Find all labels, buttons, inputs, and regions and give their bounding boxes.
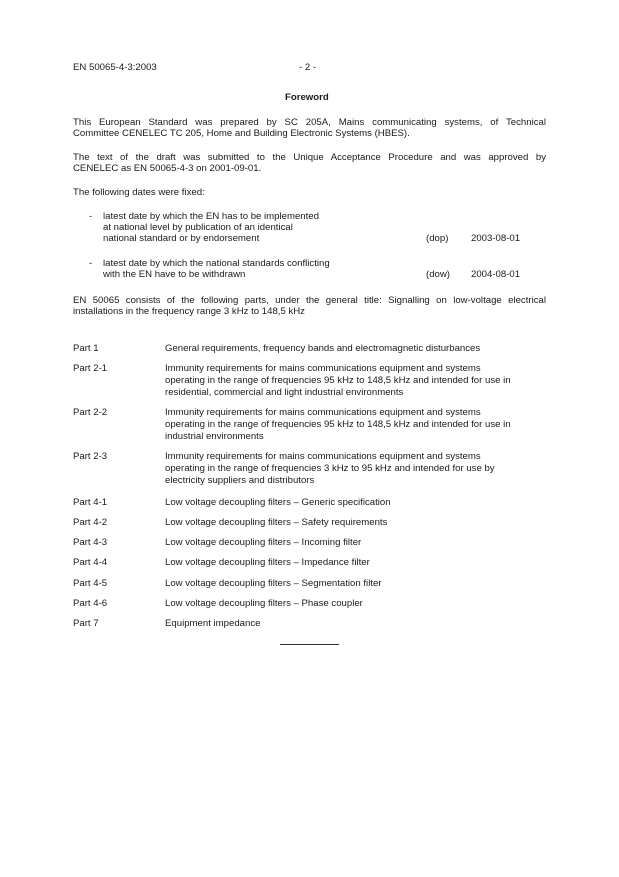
paragraph-line: Committee CENELEC TC 205, Home and Building Electronic Systems (HBES). xyxy=(73,128,410,139)
date-description-line: at national level by publication of an identical xyxy=(103,222,293,233)
part-title-line: Low voltage decoupling filters – Generic specification xyxy=(165,497,391,508)
part-title-line: Immunity requirements for mains communications equipment and systems xyxy=(165,451,481,462)
date-description-line: national standard or by endorsement xyxy=(103,233,260,244)
part-number: Part 4-1 xyxy=(73,497,108,508)
part-title-line: Low voltage decoupling filters – Impedance filter xyxy=(165,557,370,568)
part-title-line: industrial environments xyxy=(165,431,264,442)
part-title-line: Immunity requirements for mains communications equipment and systems xyxy=(165,363,481,374)
section-title: Foreword xyxy=(285,92,329,103)
paragraph-dates-intro: The following dates were fixed: xyxy=(73,187,205,198)
paragraph-line: CENELEC as EN 50065-4-3 on 2001-09-01. xyxy=(73,163,262,174)
part-number: Part 4-5 xyxy=(73,578,108,589)
part-title-line: Low voltage decoupling filters – Segmentation filter xyxy=(165,578,382,589)
paragraph-line: The text of the draft was submitted to the Unique Acceptance Procedure and was approved by xyxy=(73,152,546,163)
date-code: (dow) xyxy=(426,269,450,280)
list-dash: - xyxy=(89,258,93,269)
end-of-section-rule xyxy=(280,644,339,645)
part-title-line: Equipment impedance xyxy=(165,618,261,629)
page-number: - 2 - xyxy=(299,62,317,73)
part-number: Part 2-3 xyxy=(73,451,108,462)
part-title-line: residential, commercial and light industrial environments xyxy=(165,387,404,398)
part-number: Part 4-6 xyxy=(73,598,108,609)
part-title-line: electricity suppliers and distributors xyxy=(165,475,315,486)
paragraph-line: installations in the frequency range 3 kHz to 148,5 kHz xyxy=(73,306,305,317)
paragraph-line: This European Standard was prepared by SC 205A, Mains communicating systems, of Technical xyxy=(73,117,546,128)
part-title-line: operating in the range of frequencies 95 kHz to 148,5 kHz and intended for use in xyxy=(165,375,511,386)
paragraph-line: EN 50065 consists of the following parts, under the general title: Signalling on low-voltage electrical xyxy=(73,295,546,306)
part-title-line: Low voltage decoupling filters – Incoming filter xyxy=(165,537,362,548)
document-id: EN 50065-4-3:2003 xyxy=(73,62,157,73)
part-title-line: General requirements, frequency bands and electromagnetic disturbances xyxy=(165,343,481,354)
part-title-line: Low voltage decoupling filters – Safety requirements xyxy=(165,517,388,528)
part-title-line: operating in the range of frequencies 95 kHz to 148,5 kHz and intended for use in xyxy=(165,419,511,430)
date-description-line: latest date by which the EN has to be implemented xyxy=(103,211,319,222)
part-number: Part 7 xyxy=(73,618,99,629)
part-number: Part 2-1 xyxy=(73,363,108,374)
part-number: Part 1 xyxy=(73,343,99,354)
date-value: 2004-08-01 xyxy=(471,269,521,280)
date-description-line: with the EN have to be withdrawn xyxy=(103,269,246,280)
part-number: Part 4-4 xyxy=(73,557,108,568)
part-number: Part 4-3 xyxy=(73,537,108,548)
date-value: 2003-08-01 xyxy=(471,233,521,244)
part-title-line: Immunity requirements for mains communications equipment and systems xyxy=(165,407,481,418)
part-number: Part 4-2 xyxy=(73,517,108,528)
part-number: Part 2-2 xyxy=(73,407,108,418)
part-title-line: Low voltage decoupling filters – Phase coupler xyxy=(165,598,363,609)
part-title-line: operating in the range of frequencies 3 kHz to 95 kHz and intended for use by xyxy=(165,463,495,474)
date-code: (dop) xyxy=(426,233,449,244)
list-dash: - xyxy=(89,211,93,222)
date-description-line: latest date by which the national standards conflicting xyxy=(103,258,330,269)
